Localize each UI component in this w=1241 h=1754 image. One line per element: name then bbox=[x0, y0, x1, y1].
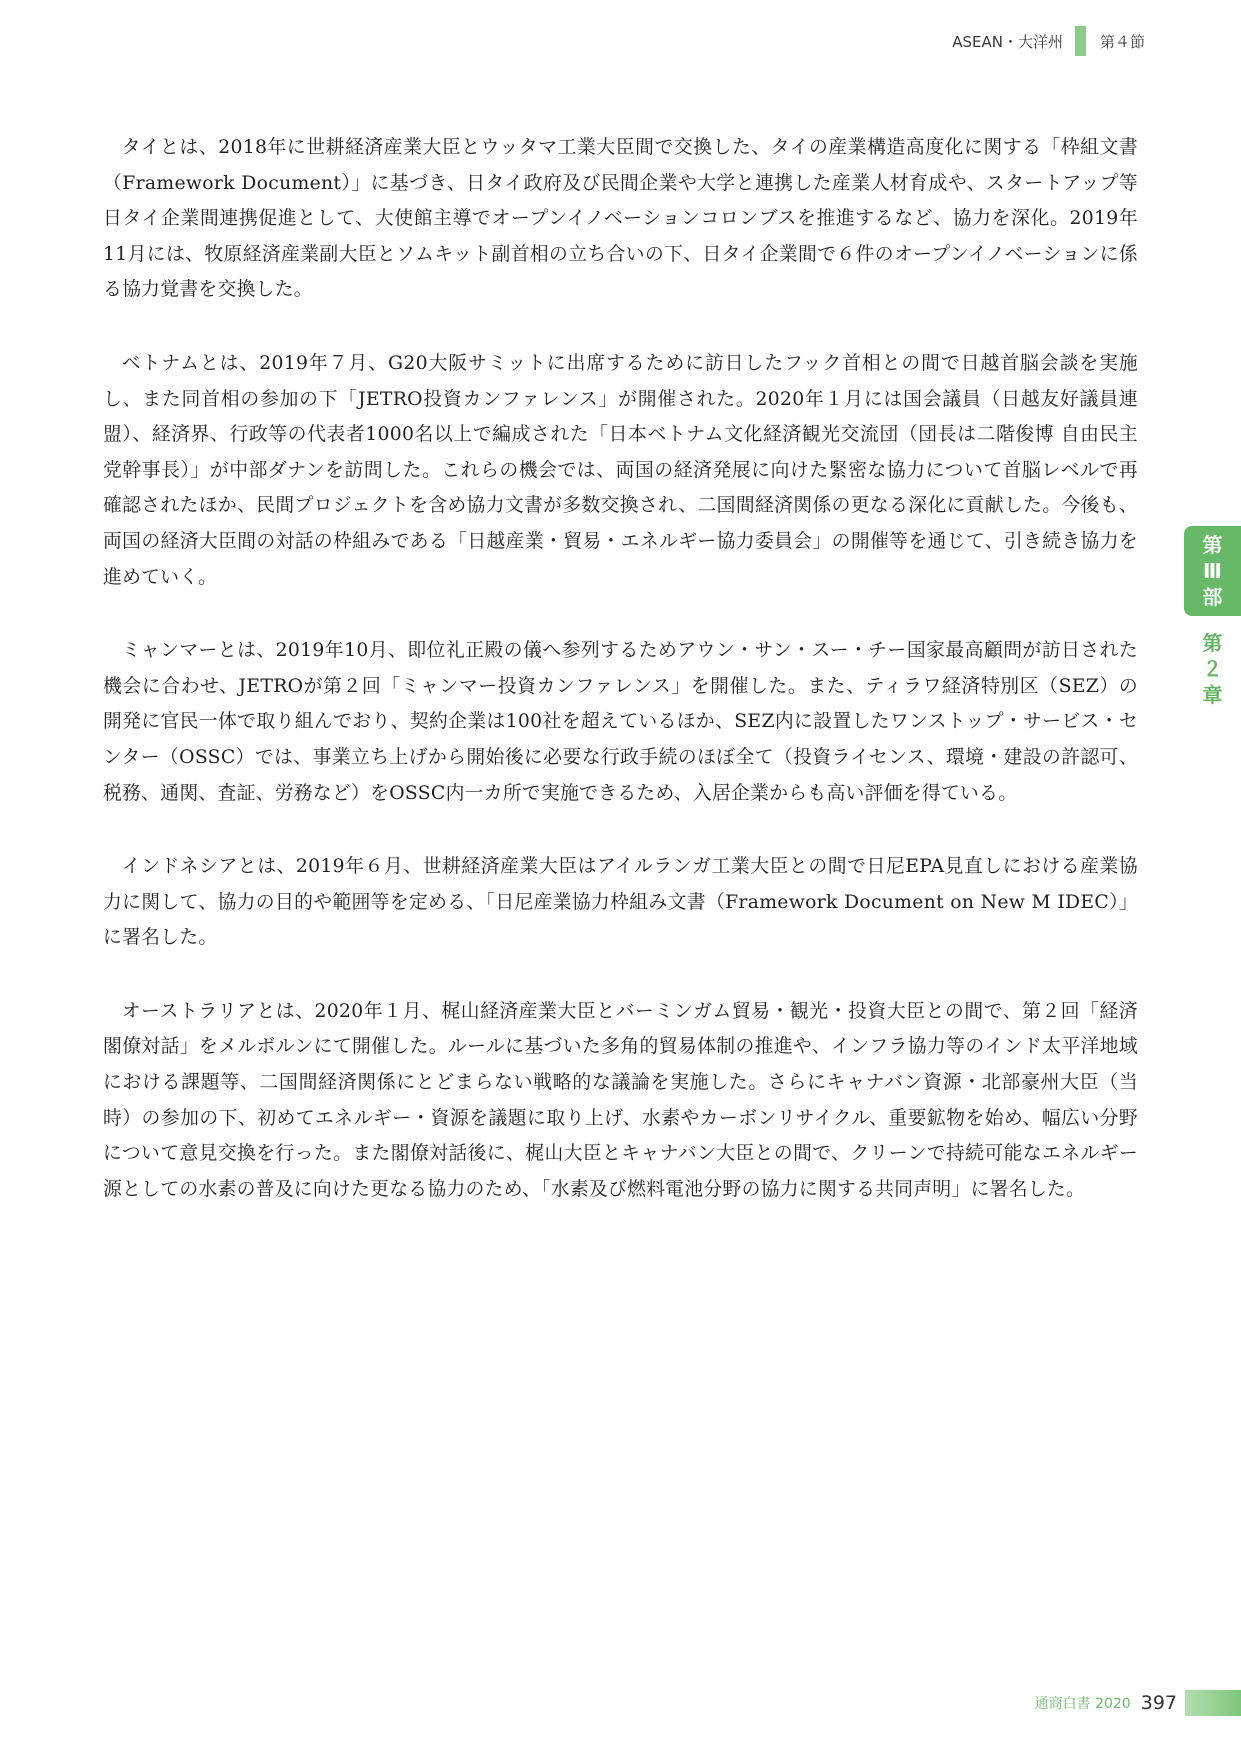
part-tab-char: Ⅲ bbox=[1203, 559, 1222, 583]
paragraph-australia: オーストラリアとは、2020年１月、梶山経済産業大臣とバーミンガム貿易・観光・投資大臣との間で、第２回「経済閣僚対話」をメルボルンにて開催した。ルールに基づいた多角的貿易体制の推進や、インフラ協力等のインド太平洋地域における課題等、二国間経済関係にとどまらない戦略的な議論を実施した。さらにキャナバン資源・北部豪州大臣（当時）の参加の下、初めてエネルギー・資源を議題に取り上げ、水素やカーボンリサイクル、重要鉱物を始め、幅広い分野について意見交換を行った。また閣僚対話後に、梶山大臣とキャナバン大臣との間で、クリーンで持続可能なエネルギー源としての水素の普及に向けた更なる協力のため、「水素及び燃料電池分野の協力に関する共同声明」に署名した。 bbox=[103, 1000, 1138, 1200]
main-content bbox=[103, 130, 1138, 1245]
page-footer bbox=[1035, 1690, 1241, 1716]
paragraph-myanmar: ミャンマーとは、2019年10月、即位礼正殿の儀へ参列するためアウン・サン・スー・チー国家最高顧問が訪日された機会に合わせ、JETROが第２回「ミャンマー投資カンファレンス」を開催した。また、ティラワ経済特別区（SEZ）の開発に官民一体で取り組んでおり、契約企業は100社を超えているほか、SEZ内に設置したワンストップ・サービス・センター（OSSC）では、事業立ち上げから開始後に必要な行政手続のほぼ全て（投資ライセンス、環境・建設の許認可、税務、通関、査証、労務など）をOSSC内一カ所で実施できるため、入居企業からも高い評価を得ている。 bbox=[103, 640, 1138, 804]
footer-accent-bar bbox=[1185, 1690, 1241, 1716]
running-header bbox=[952, 26, 1145, 56]
header-divider-bar bbox=[1075, 26, 1086, 56]
page-number: 397 bbox=[1140, 1692, 1177, 1714]
publication-title: 通商白書 2020 bbox=[1034, 1696, 1131, 1712]
chapter-tab-char: ２ bbox=[1202, 657, 1223, 681]
part-tab-char: 第 bbox=[1202, 533, 1223, 557]
part-tab-char: 部 bbox=[1202, 585, 1223, 609]
header-section: 第４節 bbox=[1099, 32, 1145, 51]
part-tab bbox=[1184, 526, 1241, 616]
header-region: ASEAN・大洋州 bbox=[952, 32, 1063, 51]
paragraph-vietnam: ベトナムとは、2019年７月、G20大阪サミットに出席するために訪日したフック首相との間で日越首脳会談を実施し、また同首相の参加の下「JETRO投資カンファレンス」が開催された。2020年１月には国会議員（日越友好議員連盟）、経済界、行政等の代表者1000名以上で編成された「日本ベトナム文化経済観光交流団（団長は二階俊博 自由民主党幹事長）」が中部ダナンを訪問した。これらの機会では、両国の経済発展に向けた緊密な協力について首脳レベルで再確認されたほか、民間プロジェクトを含め協力文書が多数交換され、二国間経済関係の更なる深化に貢献した。今後も、両国の経済大臣間の対話の枠組みである「日越産業・貿易・エネルギー協力委員会」の開催等を通じて、引き続き協力を進めていく。 bbox=[103, 352, 1138, 588]
chapter-tab-char: 章 bbox=[1202, 683, 1223, 707]
paragraph-indonesia: インドネシアとは、2019年６月、世耕経済産業大臣はアイルランガ工業大臣との間で日尼EPA見直しにおける産業協力に関して、協力の目的や範囲等を定める、「日尼産業協力枠組み文書（Framework Document on New M IDEC）」に署名した。 bbox=[103, 856, 1138, 949]
paragraph-thailand: タイとは、2018年に世耕経済産業大臣とウッタマ工業大臣間で交換した、タイの産業構造高度化に関する「枠組文書（Framework Document）」に基づき、日タイ政府及び民間企業や大学と連携した産業人材育成や、スタートアップ等日タイ企業間連携促進として、大使館主導でオープンイノベーションコロンブスを推進するなど、協力を深化。2019年11月には、牧原経済産業副大臣とソムキット副首相の立ち合いの下、日タイ企業間で６件のオープンイノベーションに係る協力覚書を交換した。 bbox=[103, 137, 1138, 301]
chapter-tab bbox=[1184, 630, 1241, 708]
chapter-tab-char: 第 bbox=[1202, 631, 1223, 655]
